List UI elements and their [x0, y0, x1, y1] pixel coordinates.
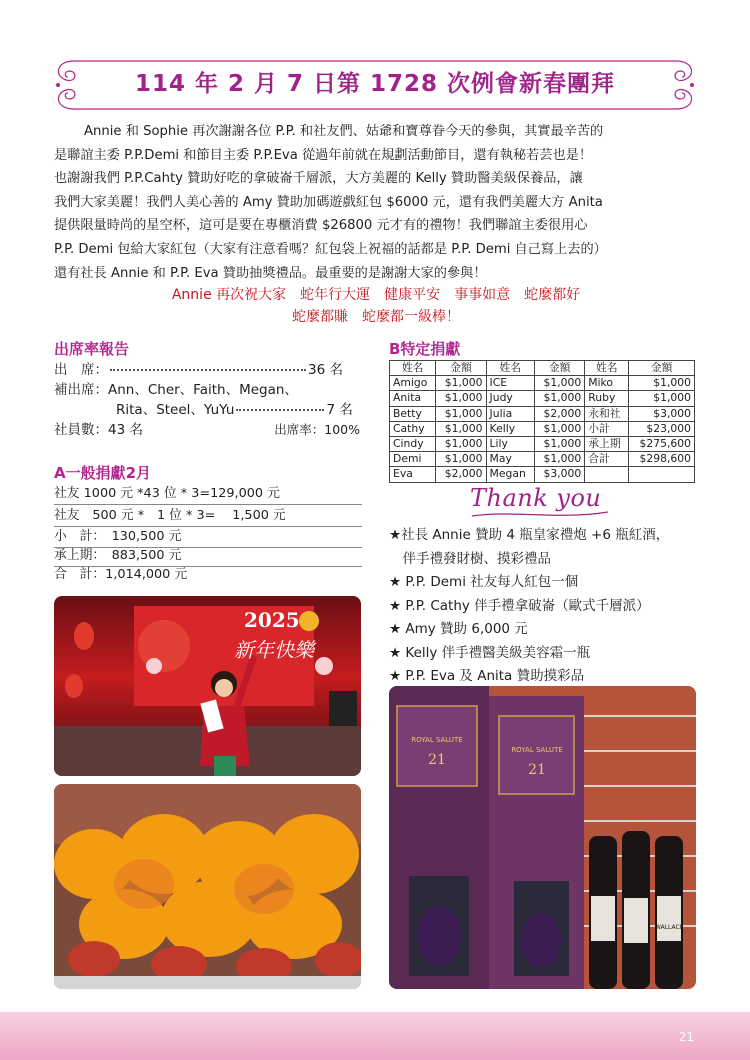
general-row: 社友 1000 元 *43 位 * 3=129,000 元 — [54, 484, 362, 505]
makeup-names: Ann、Cher、Faith、Megan、 — [108, 382, 298, 398]
sponsor-thanks-list — [389, 524, 709, 689]
new-year-wish — [54, 284, 698, 328]
amount-cell: $1,000 — [436, 406, 486, 421]
amount-cell: $1,000 — [436, 391, 486, 406]
table-row — [390, 467, 695, 482]
intro-paragraph — [54, 120, 698, 285]
donor-name-cell: Eva — [390, 467, 436, 482]
attendance-rate: 出席率：100% — [274, 422, 360, 437]
thanks-item: ★ P.P. Cathy 伴手禮拿破崙（歐式千層派） — [389, 597, 650, 614]
table-row — [390, 391, 695, 406]
specific-donation-heading: B特定捐獻 — [389, 340, 461, 358]
member-count: 社員數：43 名 — [54, 422, 143, 438]
wish-line: 蛇麼都賺 蛇麼都一級棒！ — [292, 309, 460, 325]
amount-cell: $1,000 — [436, 376, 486, 391]
donor-name-cell: Anita — [390, 391, 436, 406]
dotted-leader — [110, 369, 306, 371]
table-row — [390, 376, 695, 391]
amount-cell: $1,000 — [436, 421, 486, 436]
age-label: 21 — [528, 762, 546, 778]
intro-line: Annie 和 Sophie 再次謝謝各位 P.P. 和社友們、姑爺和寶尊眷今天的參與，其實最辛苦的 — [84, 124, 604, 139]
thanks-item: ★ P.P. Eva 及 Anita 贊助摸彩品 — [389, 668, 585, 684]
intro-line: 是聯誼主委 P.P.Demi 和節目主委 P.P.Eva 從過年前就在規劃活動節目，還有執秘若芸也是！ — [54, 147, 593, 163]
photo-stage-host — [54, 596, 361, 776]
table-row — [390, 406, 695, 421]
attendance-makeup-row — [54, 380, 362, 400]
amount-cell: $23,000 — [629, 421, 695, 436]
donor-name-cell — [585, 467, 629, 482]
page-number: 21 — [678, 1030, 694, 1044]
donor-name-cell: Judy — [486, 391, 535, 406]
general-row: 承上期： 883,500 元 — [54, 546, 362, 567]
amount-cell: $275,600 — [629, 436, 695, 451]
donor-name-cell: Amigo — [390, 376, 436, 391]
attendance-makeup-row-2 — [54, 400, 362, 420]
amount-cell — [629, 467, 695, 482]
col-header: 姓名 — [390, 361, 436, 376]
thanks-item: ★ P.P. Demi 社友每人紅包一個 — [389, 574, 579, 590]
brand-label: ROYAL SALUTE — [411, 736, 463, 744]
col-header: 姓名 — [585, 361, 629, 376]
thanks-item: ★ Kelly 伴手禮醫美級美容霜一瓶 — [389, 644, 591, 661]
amount-cell: $1,000 — [436, 452, 486, 467]
table-row — [390, 421, 695, 436]
donor-name-cell: Julia — [486, 406, 535, 421]
amount-cell: $3,000 — [629, 406, 695, 421]
brand-label: ROYAL SALUTE — [511, 746, 563, 754]
table-row — [390, 436, 695, 451]
banner-year: 2025 — [244, 608, 300, 632]
thanks-item: ★社長 Annie 贊助 4 瓶皇家禮炮 +6 瓶紅酒， — [389, 527, 670, 543]
amount-cell: $1,000 — [535, 452, 585, 467]
specific-donation-table — [389, 360, 695, 483]
thank-you-underline-icon — [470, 508, 610, 520]
amount-cell: $1,000 — [535, 436, 585, 451]
amount-cell: $1,000 — [535, 376, 585, 391]
amount-cell: $3,000 — [535, 467, 585, 482]
amount-cell: $1,000 — [436, 436, 486, 451]
footer-band — [0, 1012, 750, 1060]
attendance-summary-row — [54, 420, 362, 440]
donor-name-cell: 承上期 — [585, 436, 629, 451]
attendance-present-row — [54, 360, 362, 380]
banner-greeting: 新年快樂 — [234, 638, 314, 662]
donor-name-cell: Betty — [390, 406, 436, 421]
dotted-leader — [236, 409, 324, 411]
intro-line: 也謝謝我們 P.P.Cahty 贊助好吃的拿破崙千層派，大方美麗的 Kelly 贊助醫美級保養品，讓 — [54, 171, 583, 187]
amount-cell: $1,000 — [629, 391, 695, 406]
general-row: 合 計：1,014,000 元 — [54, 567, 188, 582]
donor-name-cell: 合計 — [585, 452, 629, 467]
donor-name-cell: Ruby — [585, 391, 629, 406]
donor-name-cell: Miko — [585, 376, 629, 391]
intro-line: 提供限量時尚的星空杯，這可是要在專櫃消費 $26800 元才有的禮物！我們聯誼主委很用心 — [54, 218, 588, 234]
attendance-heading: 出席率報告 — [54, 340, 130, 358]
amount-cell: $1,000 — [535, 421, 585, 436]
amount-cell: $2,000 — [436, 467, 486, 482]
donor-name-cell: Cindy — [390, 436, 436, 451]
donor-name-cell: Demi — [390, 452, 436, 467]
donor-name-cell: 小計 — [585, 421, 629, 436]
col-header: 姓名 — [486, 361, 535, 376]
amount-cell: $2,000 — [535, 406, 585, 421]
thank-you-script: Thank you — [470, 484, 602, 512]
general-donation-heading: A一般捐獻2月 — [54, 464, 152, 482]
present-count: 36 名 — [308, 362, 343, 378]
wine-label: WALLACE — [655, 924, 684, 931]
amount-cell: $298,600 — [629, 452, 695, 467]
age-label: 21 — [428, 752, 446, 768]
thanks-item: ★ Amy 贊助 6,000 元 — [389, 621, 528, 637]
donor-name-cell: Lily — [486, 436, 535, 451]
thanks-item: 伴手禮發財樹、摸彩禮品 — [389, 550, 551, 567]
wish-line: Annie 再次祝大家 蛇年行大運 健康平安 事事如意 蛇麼都好 — [171, 287, 581, 303]
makeup-count: 7 名 — [326, 402, 353, 418]
photo-gifts-liquor — [389, 686, 696, 989]
donor-name-cell: Kelly — [486, 421, 535, 436]
col-header: 金額 — [535, 361, 585, 376]
intro-line: 我們大家美麗！我們人美心善的 Amy 贊助加碼遊戲紅包 $6000 元，還有我們美麗大方 Anita — [54, 194, 603, 210]
donor-name-cell: 永和社 — [585, 406, 629, 421]
present-label: 出 席： — [54, 362, 108, 378]
photo-money-trees — [54, 784, 361, 989]
makeup-names: Rita、Steel、YuYu — [116, 402, 235, 418]
table-header-row — [390, 361, 695, 376]
money-trees-image — [54, 784, 361, 989]
col-header: 金額 — [629, 361, 695, 376]
amount-cell: $1,000 — [629, 376, 695, 391]
general-row: 小 計： 130,500 元 — [54, 527, 362, 548]
donor-name-cell: Megan — [486, 467, 535, 482]
makeup-label: 補出席： — [54, 382, 108, 398]
intro-line: 還有社長 Annie 和 P.P. Eva 贊助抽獎禮品。最重要的是謝謝大家的參與！ — [54, 265, 487, 281]
donor-name-cell: ICE — [486, 376, 535, 391]
general-row: 社友 500 元 * 1 位 * 3= 1,500 元 — [54, 506, 362, 527]
table-row — [390, 452, 695, 467]
page-title: 114 年 2 月 7 日第 1728 次例會新春團拜 — [134, 71, 616, 97]
donor-name-cell: Cathy — [390, 421, 436, 436]
liquor-gifts-image — [389, 686, 696, 989]
amount-cell: $1,000 — [535, 391, 585, 406]
intro-line: P.P. Demi 包給大家紅包（大家有注意看嗎？紅包袋上祝福的話都是 P.P. Demi 自己寫上去的） — [54, 241, 607, 257]
donor-name-cell: May — [486, 452, 535, 467]
col-header: 金額 — [436, 361, 486, 376]
stage-scene-image — [54, 596, 361, 776]
